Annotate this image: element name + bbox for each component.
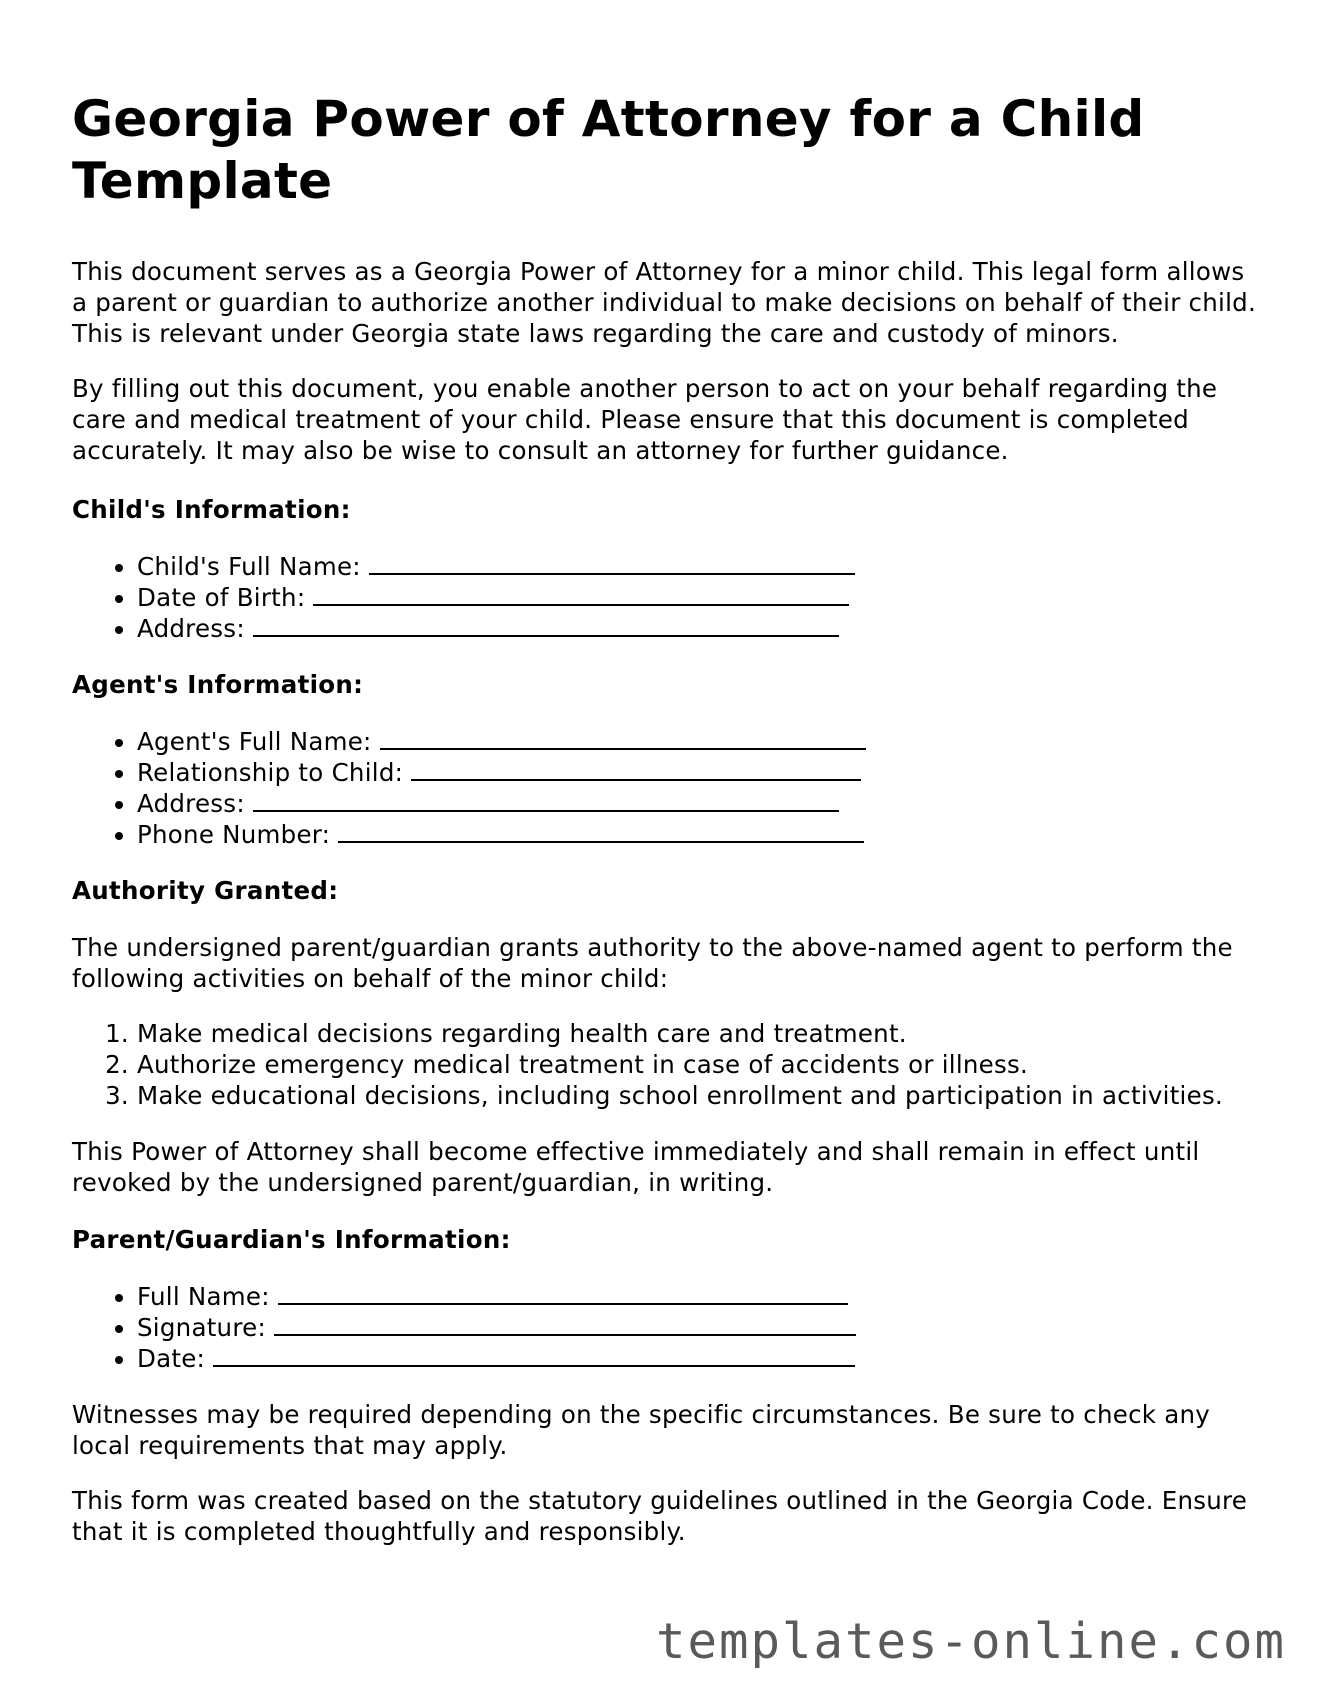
child-full-name-field [137,551,1262,582]
closing-paragraph-2: This form was created based on the statutory guidelines outlined in the Georgia Code. Ensure that it is completed thoughtfully and responsibly. [72,1486,1248,1546]
agent-relationship-field [137,757,1262,788]
blank-line [369,551,855,575]
blank-line [274,1312,856,1336]
field-label: Child's Full Name: [137,552,361,581]
parent-signature-field [137,1312,1262,1343]
watermark-text: templates-online.com [655,1613,1286,1670]
authority-heading: Authority Granted: [72,876,339,905]
child-info-heading: Child's Information: [72,495,351,524]
authority-list [72,1018,1262,1111]
agent-phone-field [137,819,1262,850]
agent-info-list [72,726,1262,850]
document-title: Georgia Power of Attorney for a Child Template [72,90,1145,210]
effective-paragraph: This Power of Attorney shall become effective immediately and shall remain in effect until revoked by the undersigned parent/guardian, in writing. [72,1137,1200,1197]
field-label: Full Name: [137,1282,270,1311]
blank-line [278,1281,848,1305]
parent-date-field [137,1343,1262,1374]
blank-line [411,757,861,781]
field-label: Agent's Full Name: [137,727,372,756]
agent-full-name-field [137,726,1262,757]
child-address-field [137,613,1262,644]
field-label: Address: [137,614,245,643]
blank-line [213,1343,855,1367]
parent-info-list [72,1281,1262,1374]
parent-full-name-field [137,1281,1262,1312]
agent-address-field [137,788,1262,819]
authority-item: 3. Make educational decisions, including school enrollment and participation in activities. [137,1080,1262,1111]
field-label: Phone Number: [137,820,331,849]
field-label: Date of Birth: [137,583,306,612]
field-label: Address: [137,789,245,818]
blank-line [338,819,864,843]
field-label: Relationship to Child: [137,758,404,787]
intro-paragraph-1: This document serves as a Georgia Power of Attorney for a minor child. This legal form allows a parent or guardian to authorize another individual to make decisions on behalf of their child. This is relevant under Georgia state laws regarding the care and custody of minors. [72,257,1257,348]
authority-item: 1. Make medical decisions regarding health care and treatment. [137,1018,1262,1049]
field-label: Date: [137,1344,206,1373]
document-page [72,88,1262,1571]
blank-line [313,582,849,606]
authority-intro: The undersigned parent/guardian grants authority to the above-named agent to perform the following activities on behalf of the minor child: [72,933,1233,993]
agent-info-heading: Agent's Information: [72,670,364,699]
authority-item: 2. Authorize emergency medical treatment in case of accidents or illness. [137,1049,1262,1080]
field-label: Signature: [137,1313,266,1342]
parent-info-heading: Parent/Guardian's Information: [72,1225,511,1254]
intro-paragraph-2: By filling out this document, you enable another person to act on your behalf regarding the care and medical treatment of your child. Please ensure that this document is completed accurately. It may also be wise to consult an attorney for further guidance. [72,374,1218,465]
blank-line [253,613,839,637]
child-info-list [72,551,1262,644]
blank-line [253,788,839,812]
blank-line [380,726,866,750]
child-dob-field [137,582,1262,613]
closing-paragraph-1: Witnesses may be required depending on the specific circumstances. Be sure to check any local requirements that may apply. [72,1400,1211,1460]
